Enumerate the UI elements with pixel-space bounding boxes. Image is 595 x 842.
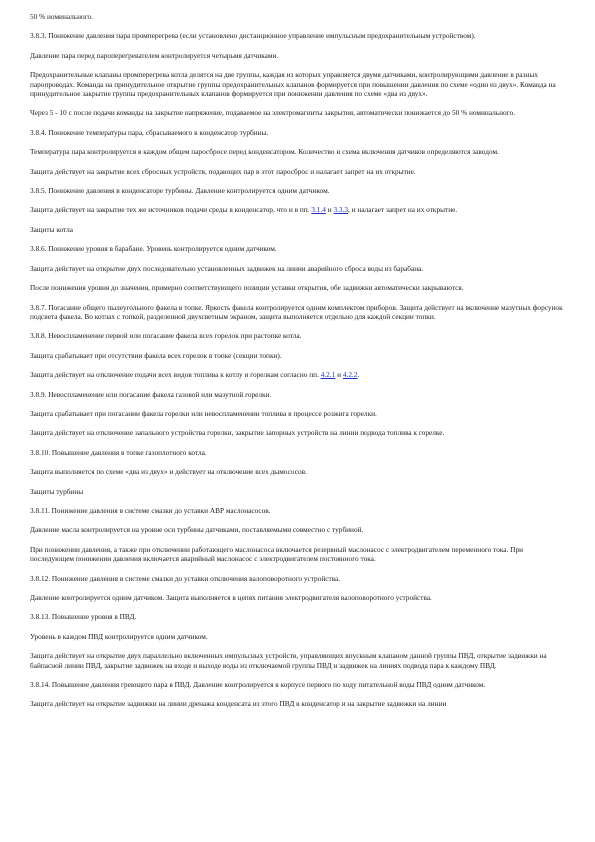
link-4-2-1[interactable]: 4.2.1: [320, 370, 336, 380]
subsection-title-turbine-protections: Защиты турбины: [30, 486, 84, 496]
link-3-1-4[interactable]: 3.1.4: [311, 205, 326, 215]
text-fragment: и: [335, 370, 343, 380]
section-heading-3-8-9: 3.8.9. Невоспламенение или погасание факела газовой или мазутной горелки.: [30, 389, 272, 399]
section-heading-3-8-11: 3.8.11. Понижение давления в системе смазки до уставки АВР маслонасосов.: [30, 505, 271, 515]
section-heading-3-8-10: 3.8.10. Повышение давления в топке газоплотного котла.: [30, 447, 207, 457]
paragraph: При понижении давления, а также при отключении работающего маслонасоса включается резервный маслонасос с электродвигателем переменного тока. При последующем понижении давления включается аварийный маслонасос с электродвигателем постоянного тока.: [30, 544, 524, 564]
paragraph: Давление контролируется одним датчиком. Защита выполняется в цепях питания электродвигателя валоповоротного устройства.: [30, 593, 432, 602]
paragraph: Уровень в каждом ПВД контролируется одним датчиком.: [30, 631, 208, 641]
section-heading-3-8-6: 3.8.6. Понижение уровня в барабане. Уровень контролируется одним датчиком.: [30, 244, 277, 254]
text-fragment: и: [325, 205, 334, 215]
link-4-2-2[interactable]: 4.2.2: [342, 370, 358, 380]
section-heading-3-8-3: 3.8.3. Понижение давления пара промперегрева (если установлено дистанционное управление импульсным предохранительным устройством).: [30, 31, 476, 41]
paragraph-with-links: [30, 370, 565, 379]
paragraph: Температура пара контролируется в каждом общем паросбросе перед конденсатором. Количество и схема включения датчиков определяются заводом.: [30, 147, 499, 157]
text-fragment: , и налагает запрет на их открытие.: [348, 205, 458, 215]
paragraph: Защита срабатывает при погасании факела горелки или невоспламенении топлива в процессе розжига горелки.: [30, 408, 377, 418]
paragraph: Защита действует на открытие двух последовательно установленных задвижек на линии аварийного сброса воды из барабана.: [30, 263, 424, 273]
paragraph: Давление пара перед пароперегревателем контролируется четырьмя датчиками.: [30, 50, 279, 60]
paragraph: 50 % номинального.: [30, 12, 93, 21]
paragraph: Защита действует на закрытие всех сбросных устройств, подающих пар в этот паросброс и налагает запрет на их открытие.: [30, 166, 416, 176]
paragraph-with-links: [30, 205, 565, 214]
paragraph: Защита действует на открытие двух параллельно включенных импульсных устройств, управляющих впускным клапаном данной группы ПВД, открытие задвижки на байпасной линии ПВД, закрытие задвижек на входе и выходе воды из отключаемой группы ПВД и задвижек на линиях подвода пара к каждому ПВД.: [30, 651, 547, 670]
paragraph: Давление масла контролируется на уровне оси турбины датчиками, поставляемыми совместно с турбиной.: [30, 525, 364, 535]
paragraph: Защита действует на открытие задвижки на линии дренажа конденсата из этого ПВД в конденсатор и на закрытие задвижки на линии: [30, 699, 447, 709]
section-heading-3-8-13: 3.8.13. Повышение уровня в ПВД.: [30, 612, 137, 622]
section-heading-3-8-4: 3.8.4. Понижение температуры пара, сбрасываемого в конденсатор турбины.: [30, 127, 269, 137]
section-heading-3-8-8: 3.8.8. Невоспламенение первой или погасание факела всех горелок при растопке котла.: [30, 331, 302, 341]
paragraph: Предохранительные клапаны промперегрева котла делятся на две группы, каждая из которых управляется двумя датчиками, контролирующими давление в разных паропроводах. Команда на принудительное открытие группы предохранительных клапанов формируется при повышении давления по схеме «один из двух». Команда на принудительное закрытие группы предохранительных клапанов формируется при понижении давления по схеме «два из двух».: [30, 70, 556, 99]
subsection-title-boiler-protections: Защиты котла: [30, 224, 73, 234]
link-3-3-3[interactable]: 3.3.3: [333, 205, 349, 215]
paragraph: Через 5 - 10 с после подачи команды на закрытие напряжение, подаваемое на электромагниты закрытия, автоматически понижается до 50 % номинального.: [30, 108, 515, 118]
paragraph: Защита выполняется по схеме «два из двух» и действует на отключение всех дымососов.: [30, 467, 307, 477]
paragraph: После понижения уровня до значения, примерно соответствующего позиции уставки открытия, обе задвижки автоматически закрываются.: [30, 283, 464, 293]
text-fragment: Защита действует на закрытие тех же источников подачи среды в конденсатор, что и в пп.: [30, 205, 312, 215]
text-fragment: Защита действует на отключение подачи всех видов топлива к котлу и горелкам согласно пп.: [30, 370, 321, 380]
section-heading-3-8-7: 3.8.7. Погасание общего пылеугольного факела в топке. Яркость факела контролируется одним комплектом приборов. Защита действует на включение мазутных форсунок подсвета факела. Во котлах с топкой, разделенной двухсветным экраном, защита выполняется отдельно для каждой секции топки.: [30, 302, 563, 321]
paragraph: Защита срабатывает при отсутствии факела всех горелок в топке (секции топки).: [30, 350, 282, 360]
text-fragment: .: [357, 370, 360, 380]
section-heading-3-8-12: 3.8.12. Понижение давления в системе смазки до уставки отключения валоповоротного устройства.: [30, 573, 341, 583]
section-heading-3-8-14: 3.8.14. Повышение давления греющего пара в ПВД. Давление контролируется в корпусе первого по ходу питательной воды ПВД одним датчиком.: [30, 680, 486, 690]
paragraph: Защита действует на отключение запального устройства горелки, закрытие запорных устройств на линии подвода топлива к горелке.: [30, 428, 445, 438]
section-heading-3-8-5: 3.8.5. Понижение давления в конденсаторе турбины. Давление контролируется одним датчиком.: [30, 186, 330, 196]
